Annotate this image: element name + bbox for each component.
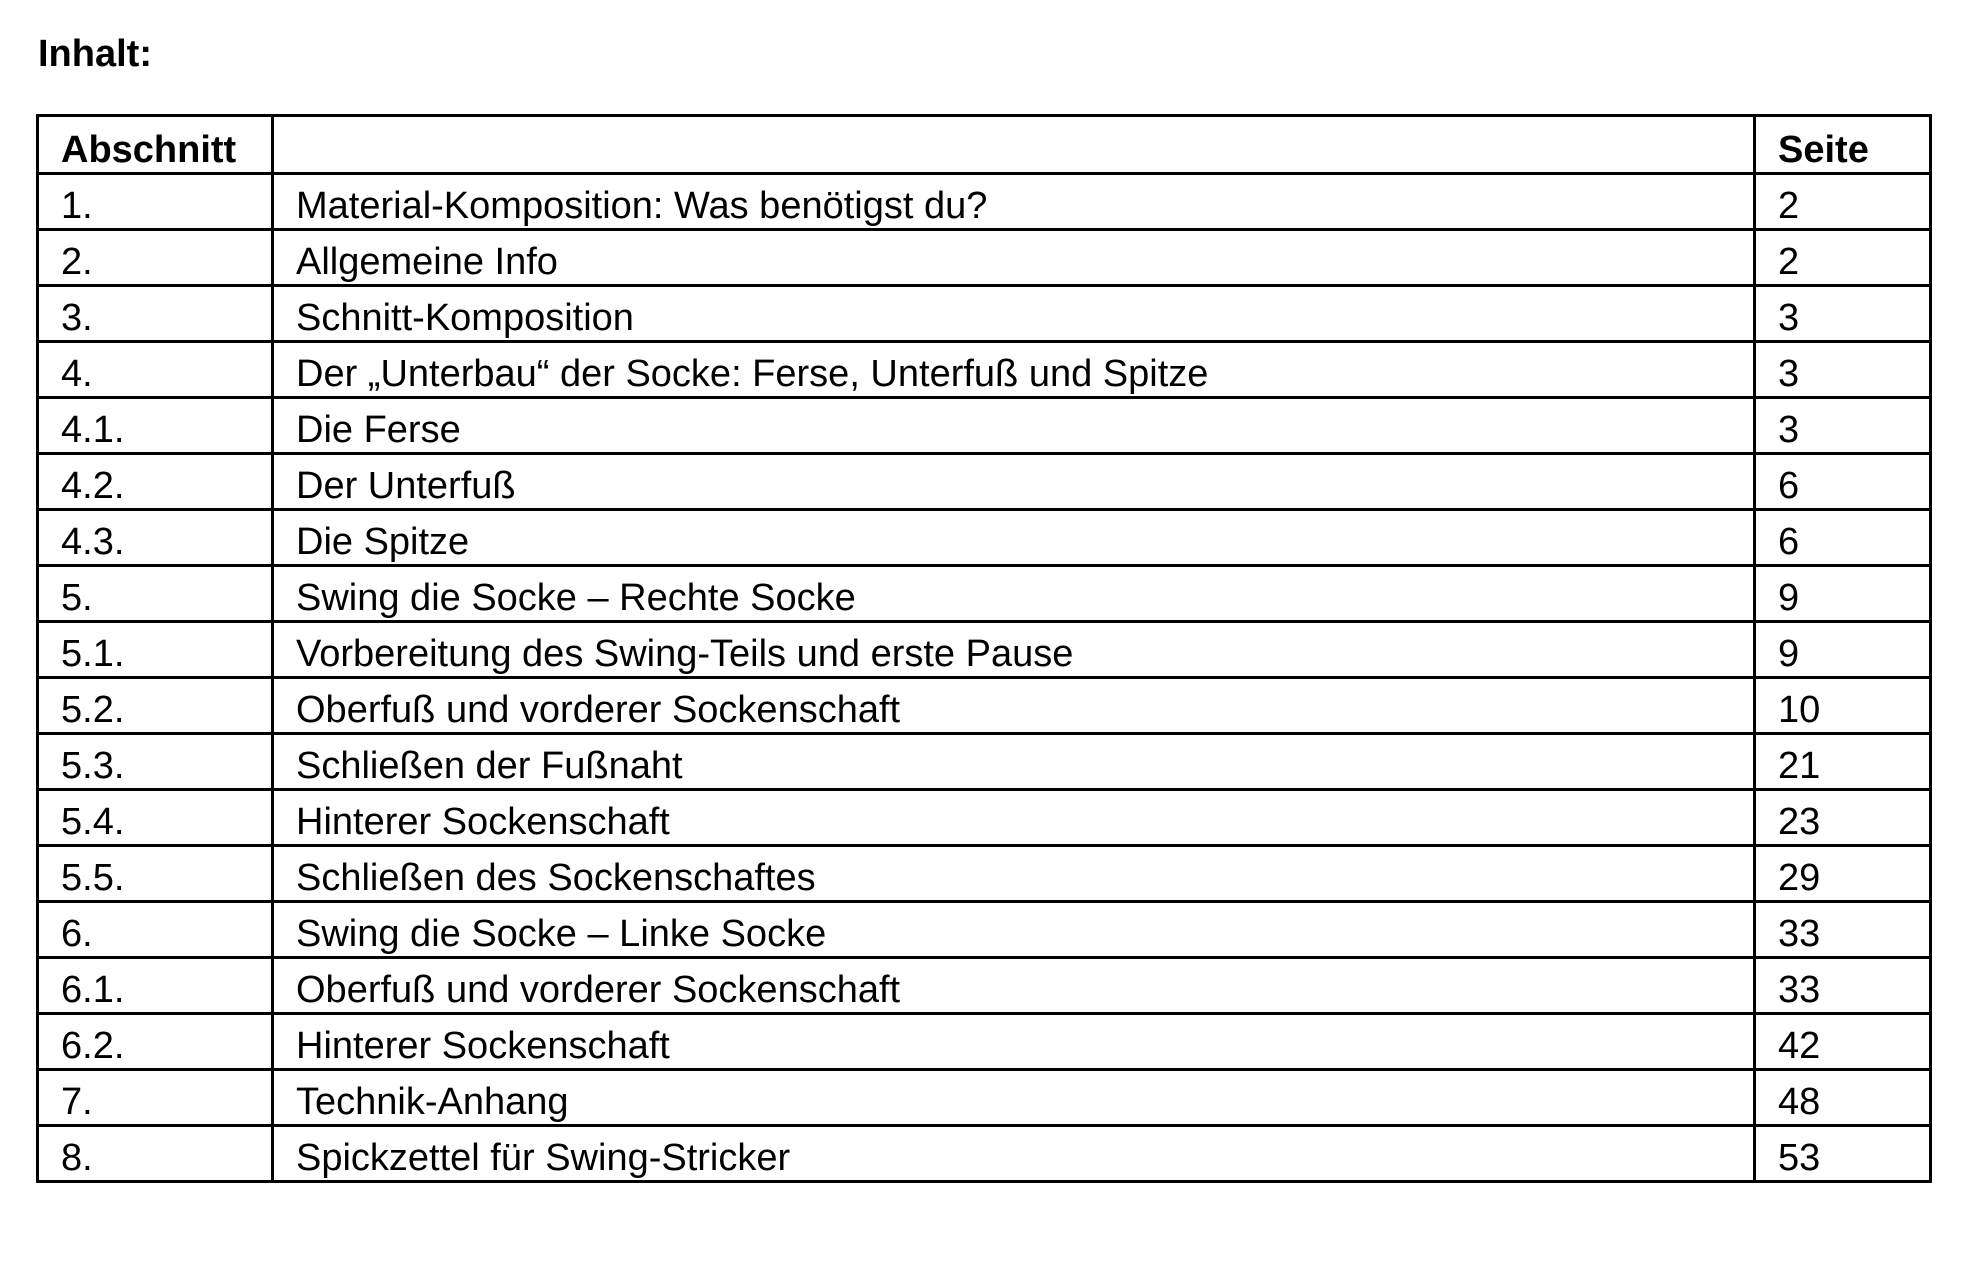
toc-row <box>38 286 1931 342</box>
toc-section-number: 5.2. <box>38 678 273 734</box>
toc-page-number: 10 <box>1755 678 1931 734</box>
toc-row <box>38 398 1931 454</box>
toc-section-number: 5. <box>38 566 273 622</box>
toc-page-number: 6 <box>1755 510 1931 566</box>
toc-section-number: 4.2. <box>38 454 273 510</box>
toc-entry-title: Der „Unterbau“ der Socke: Ferse, Unterfuß und Spitze <box>273 342 1755 398</box>
toc-page-number: 9 <box>1755 566 1931 622</box>
toc-page-number: 42 <box>1755 1014 1931 1070</box>
toc-entry-title: Schließen des Sockenschaftes <box>273 846 1755 902</box>
toc-section-number: 5.3. <box>38 734 273 790</box>
toc-entry-title: Hinterer Sockenschaft <box>273 790 1755 846</box>
toc-row <box>38 174 1931 230</box>
toc-section-number: 1. <box>38 174 273 230</box>
toc-row <box>38 902 1931 958</box>
toc-section-number: 8. <box>38 1126 273 1182</box>
toc-section-number: 6. <box>38 902 273 958</box>
toc-row <box>38 678 1931 734</box>
toc-entry-title: Die Spitze <box>273 510 1755 566</box>
toc-page-number: 3 <box>1755 398 1931 454</box>
toc-page-number: 33 <box>1755 958 1931 1014</box>
toc-section-number: 5.1. <box>38 622 273 678</box>
toc-row <box>38 734 1931 790</box>
toc-page-number: 48 <box>1755 1070 1931 1126</box>
toc-row <box>38 342 1931 398</box>
toc-row <box>38 454 1931 510</box>
toc-entry-title: Hinterer Sockenschaft <box>273 1014 1755 1070</box>
toc-entry-title: Oberfuß und vorderer Sockenschaft <box>273 678 1755 734</box>
toc-row <box>38 1126 1931 1182</box>
toc-section-number: 3. <box>38 286 273 342</box>
toc-row <box>38 622 1931 678</box>
toc-section-number: 2. <box>38 230 273 286</box>
toc-entry-title: Allgemeine Info <box>273 230 1755 286</box>
toc-section-number: 5.5. <box>38 846 273 902</box>
toc-page-number: 3 <box>1755 342 1931 398</box>
toc-entry-title: Material-Komposition: Was benötigst du? <box>273 174 1755 230</box>
toc-row <box>38 846 1931 902</box>
toc-row <box>38 1014 1931 1070</box>
toc-section-number: 7. <box>38 1070 273 1126</box>
header-title <box>273 116 1755 174</box>
toc-entry-title: Spickzettel für Swing-Stricker <box>273 1126 1755 1182</box>
toc-row <box>38 510 1931 566</box>
toc-page-number: 2 <box>1755 174 1931 230</box>
toc-page-number: 21 <box>1755 734 1931 790</box>
toc-section-number: 6.1. <box>38 958 273 1014</box>
toc-row <box>38 790 1931 846</box>
toc-entry-title: Oberfuß und vorderer Sockenschaft <box>273 958 1755 1014</box>
toc-entry-title: Schnitt-Komposition <box>273 286 1755 342</box>
toc-page-number: 53 <box>1755 1126 1931 1182</box>
header-section: Abschnitt <box>38 116 273 174</box>
toc-header-row <box>38 116 1931 174</box>
toc-section-number: 5.4. <box>38 790 273 846</box>
toc-entry-title: Die Ferse <box>273 398 1755 454</box>
toc-page-number: 9 <box>1755 622 1931 678</box>
toc-entry-title: Swing die Socke – Linke Socke <box>273 902 1755 958</box>
toc-body <box>38 174 1931 1182</box>
toc-page-number: 29 <box>1755 846 1931 902</box>
toc-section-number: 4.1. <box>38 398 273 454</box>
toc-table <box>36 114 1932 1183</box>
toc-row <box>38 230 1931 286</box>
toc-entry-title: Swing die Socke – Rechte Socke <box>273 566 1755 622</box>
toc-page-number: 6 <box>1755 454 1931 510</box>
toc-row <box>38 958 1931 1014</box>
toc-section-number: 4. <box>38 342 273 398</box>
toc-entry-title: Technik-Anhang <box>273 1070 1755 1126</box>
toc-page-number: 33 <box>1755 902 1931 958</box>
toc-row <box>38 566 1931 622</box>
toc-heading: Inhalt: <box>38 33 152 75</box>
toc-page-number: 2 <box>1755 230 1931 286</box>
toc-section-number: 6.2. <box>38 1014 273 1070</box>
toc-entry-title: Vorbereitung des Swing-Teils und erste Pause <box>273 622 1755 678</box>
toc-entry-title: Schließen der Fußnaht <box>273 734 1755 790</box>
toc-entry-title: Der Unterfuß <box>273 454 1755 510</box>
toc-page-number: 3 <box>1755 286 1931 342</box>
toc-page-number: 23 <box>1755 790 1931 846</box>
toc-row <box>38 1070 1931 1126</box>
toc-section-number: 4.3. <box>38 510 273 566</box>
header-page: Seite <box>1755 116 1931 174</box>
